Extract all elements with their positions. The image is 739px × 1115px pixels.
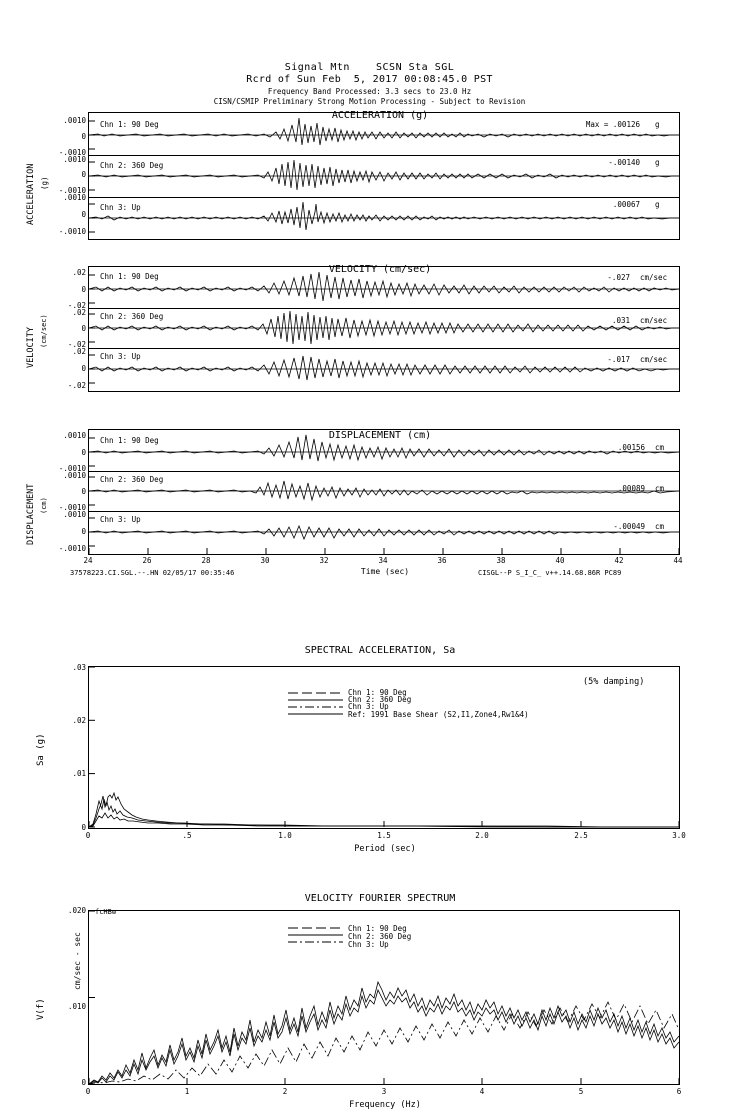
fourier-y-axis-label: V(f): [36, 998, 46, 1020]
sa-y-axis-label: Sa (g): [36, 733, 46, 766]
sa-xtick-25: 2.5: [574, 831, 588, 840]
time-xtick-44: 44: [673, 556, 683, 565]
acc-ch2-label: Chn 2: 360 Deg: [100, 161, 164, 170]
time-xtick-34: 34: [378, 556, 388, 565]
sa-legend-ch1: Chn 1: 90 Deg: [348, 688, 407, 697]
acc-ch2-peak: -.00140: [608, 158, 640, 167]
report-record-datetime: Rcrd of Sun Feb 5, 2017 00:08:45.0 PST: [246, 74, 493, 85]
acc-ch1-peak-units: g: [655, 120, 660, 129]
sa-legend-ref: Ref: 1991 Base Shear (S2,I1,Zone4,Rw1&4): [348, 710, 529, 719]
disp-ch1-ytick-zero: 0: [54, 448, 86, 457]
disp-ch1-peak-units: cm: [655, 443, 665, 452]
fourier-legend-ch1: Chn 1: 90 Deg: [348, 924, 407, 933]
sa-xtick-30: 3.0: [672, 831, 686, 840]
fourier-legend-ch2: Chn 2: 360 Deg: [348, 932, 412, 941]
disp-ch2-peak-units: cm: [655, 484, 665, 493]
fourier-xtick-5: 5: [578, 1087, 584, 1096]
disp-ch3-ytick-zero: 0: [54, 527, 86, 536]
disp-ch1-ytick-min: -.0010: [54, 464, 86, 473]
vel-ch1-ytick-min: -.02: [63, 301, 86, 310]
report-processing-note: CISN/CSMIP Preliminary Strong Motion Processing - Subject to Revision: [213, 97, 526, 106]
vel-ch2-ytick-max: .02: [63, 308, 86, 317]
time-axis-label: Time (sec): [360, 567, 410, 576]
vel-ch3-peak-units: cm/sec: [640, 355, 668, 364]
sa-ytick-02: .02: [72, 716, 86, 725]
velocity-y-axis-units: (cm/sec): [40, 314, 48, 348]
footer-left-text: 37578223.CI.SGL.--.HN 02/05/17 00:35:46: [70, 569, 235, 577]
vel-ch3-ytick-min: -.02: [63, 381, 86, 390]
vel-ch2-ytick-zero: 0: [63, 324, 86, 333]
acc-ch3-label: Chn 3: Up: [100, 203, 141, 212]
sa-xtick-20: 2.0: [475, 831, 489, 840]
vel-ch1-ytick-max: .02: [63, 268, 86, 277]
acc-ch1-ytick-max: .0010: [54, 116, 86, 125]
acc-ch1-peak: Max = .00126: [585, 120, 640, 129]
fourier-y-axis-units: cm/sec - sec: [73, 932, 82, 990]
velocity-y-axis-label: VELOCITY: [26, 327, 36, 368]
time-xtick-28: 28: [201, 556, 211, 565]
fourier-legend-ch3: Chn 3: Up: [348, 940, 389, 949]
disp-ch3-ytick-min: -.0010: [54, 544, 86, 553]
displacement-y-axis-units: (cm): [40, 497, 48, 514]
acc-ch3-peak-units: g: [655, 200, 660, 209]
sa-xtick-0: 0: [85, 831, 91, 840]
vel-ch2-peak-units: cm/sec: [640, 316, 668, 325]
sa-xtick-10: 1.0: [278, 831, 292, 840]
displacement-panel-title: DISPLACEMENT (cm): [328, 430, 432, 441]
acceleration-panel-title: ACCELERATION (g): [331, 110, 429, 121]
disp-ch2-label: Chn 2: 360 Deg: [100, 475, 164, 484]
sa-xtick-05: .5: [182, 831, 192, 840]
disp-ch3-label: Chn 3: Up: [100, 515, 141, 524]
disp-ch1-ytick-max: .0010: [54, 431, 86, 440]
time-xtick-40: 40: [555, 556, 565, 565]
fourier-xtick-1: 1: [184, 1087, 190, 1096]
time-xtick-24: 24: [83, 556, 93, 565]
disp-ch1-label: Chn 1: 90 Deg: [100, 436, 159, 445]
acc-ch1-label: Chn 1: 90 Deg: [100, 120, 159, 129]
fourier-xtick-4: 4: [479, 1087, 485, 1096]
sa-legend-ch2: Chn 2: 360 Deg: [348, 695, 412, 704]
vel-ch3-label: Chn 3: Up: [100, 352, 141, 361]
disp-ch2-peak: .00089: [617, 484, 645, 493]
vel-ch2-label: Chn 2: 360 Deg: [100, 312, 164, 321]
footer-right-text: CISGL--P S_I_C_ v++.14.68.86R PC89: [478, 569, 622, 577]
acc-ch3-ytick-zero: 0: [54, 210, 86, 219]
disp-ch2-ytick-max: .0010: [54, 471, 86, 480]
acc-ch2-ytick-min: -.0010: [54, 186, 86, 195]
velocity-panel-title: VELOCITY (cm/sec): [328, 264, 432, 275]
sa-ytick-03: .03: [72, 663, 86, 672]
disp-ch3-peak-units: cm: [655, 522, 665, 531]
fourier-ytick-0: 0: [81, 1078, 86, 1087]
vel-ch1-label: Chn 1: 90 Deg: [100, 272, 159, 281]
acc-ch1-ytick-zero: 0: [54, 132, 86, 141]
time-xtick-30: 30: [260, 556, 270, 565]
vel-ch3-ytick-max: .02: [63, 347, 86, 356]
disp-ch2-ytick-zero: 0: [54, 487, 86, 496]
sa-ytick-0: 0: [81, 823, 86, 832]
fourier-xtick-2: 2: [282, 1087, 288, 1096]
acc-ch1-ytick-min: -.0010: [54, 148, 86, 157]
time-xtick-36: 36: [437, 556, 447, 565]
sa-xtick-15: 1.5: [377, 831, 391, 840]
disp-ch3-ytick-max: .0010: [54, 510, 86, 519]
fourier-panel-title: VELOCITY FOURIER SPECTRUM: [304, 893, 456, 904]
fourier-xtick-3: 3: [381, 1087, 387, 1096]
sa-panel-title: SPECTRAL ACCELERATION, Sa: [304, 645, 456, 656]
vel-ch1-ytick-zero: 0: [63, 285, 86, 294]
acc-ch3-ytick-min: -.0010: [54, 227, 86, 236]
acc-ch3-ytick-max: .0010: [54, 193, 86, 202]
sa-ytick-01: .01: [72, 769, 86, 778]
acc-ch3-peak: .00067: [612, 200, 640, 209]
vel-ch3-ytick-zero: 0: [63, 364, 86, 373]
fourier-corner-note: fcHBw: [95, 908, 117, 916]
acc-ch2-ytick-zero: 0: [54, 170, 86, 179]
time-xtick-32: 32: [319, 556, 329, 565]
disp-ch3-peak: -.00049: [613, 522, 645, 531]
report-frequency-band: Frequency Band Processed: 3.3 secs to 23.0 Hz: [267, 87, 472, 96]
sa-damping-note: (5% damping): [583, 677, 645, 687]
vel-ch2-ytick-min: -.02: [63, 340, 86, 349]
acc-ch2-ytick-max: .0010: [54, 155, 86, 164]
report-title-station: Signal Mtn SCSN Sta SGL: [284, 62, 455, 73]
sa-x-axis-label: Period (sec): [354, 844, 416, 854]
disp-ch1-peak: .00156: [617, 443, 645, 452]
velocity-plot: [88, 266, 680, 392]
vel-ch1-peak-units: cm/sec: [640, 273, 668, 282]
time-xtick-38: 38: [496, 556, 506, 565]
fourier-x-axis-label: Frequency (Hz): [349, 1100, 421, 1110]
fourier-ytick-010: .010: [67, 1002, 86, 1011]
acceleration-plot: [88, 112, 680, 240]
fourier-xtick-6: 6: [676, 1087, 682, 1096]
sa-legend-ch3: Chn 3: Up: [348, 702, 389, 711]
acceleration-y-axis-units: (g): [40, 176, 49, 190]
acc-ch2-peak-units: g: [655, 158, 660, 167]
displacement-y-axis-label: DISPLACEMENT: [26, 483, 36, 545]
time-xtick-26: 26: [142, 556, 152, 565]
vel-ch2-peak: .031: [611, 316, 630, 325]
time-xtick-42: 42: [614, 556, 624, 565]
disp-ch2-ytick-min: -.0010: [54, 503, 86, 512]
vel-ch3-peak: -.017: [607, 355, 630, 364]
fourier-ytick-020: .020: [67, 906, 86, 915]
vel-ch1-peak: -.027: [607, 273, 630, 282]
acceleration-y-axis-label: ACCELERATION: [26, 163, 36, 225]
fourier-xtick-0: 0: [85, 1087, 91, 1096]
